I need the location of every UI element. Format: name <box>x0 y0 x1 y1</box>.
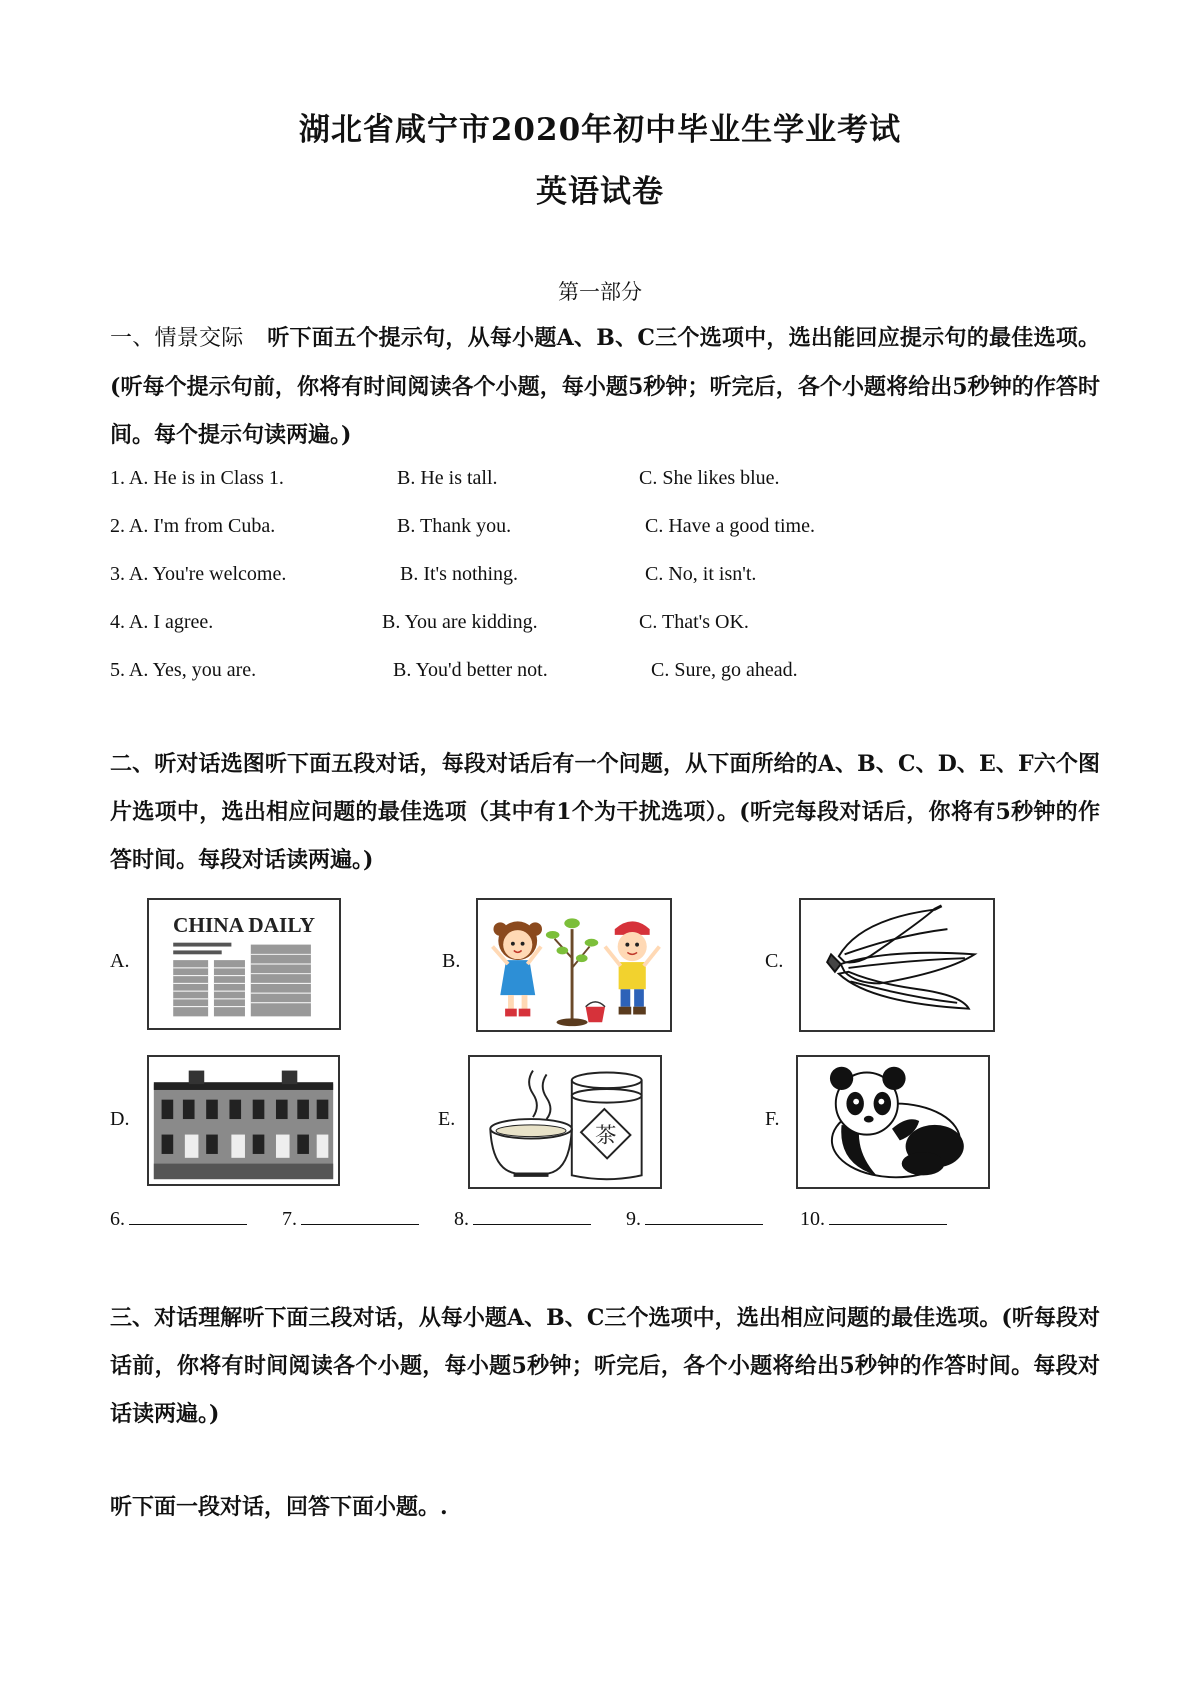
question-row-1 <box>110 467 1100 497</box>
picture-label-e: E. <box>438 1108 456 1130</box>
page-subtitle: 英语试卷 <box>536 174 664 210</box>
option-a: 5. A. Yes, you are. <box>110 659 257 681</box>
answer-blank-6[interactable]: 6. <box>110 1206 247 1231</box>
part-label: 第一部分 <box>558 280 642 304</box>
question-row-4 <box>110 611 1100 641</box>
option-b: B. You are kidding. <box>382 611 538 633</box>
picture-label-c: C. <box>765 950 784 972</box>
old-building-icon <box>147 1055 340 1186</box>
picture-label-d: D. <box>110 1108 130 1130</box>
picture-label-b: B. <box>442 950 461 972</box>
option-c: C. Sure, go ahead. <box>651 659 798 681</box>
answer-blank-8[interactable]: 8. <box>454 1206 591 1231</box>
picture-label-a: A. <box>110 950 130 972</box>
tea-icon <box>468 1055 662 1189</box>
option-c: C. That's OK. <box>639 611 749 633</box>
newspaper-masthead: CHINA DAILY <box>172 913 316 937</box>
children-planting-tree-icon <box>476 898 672 1032</box>
option-a: 1. A. He is in Class 1. <box>110 467 284 489</box>
answer-blank-10[interactable]: 10. <box>800 1206 947 1231</box>
option-c: C. Have a good time. <box>645 515 815 537</box>
option-a: 3. A. You're welcome. <box>110 563 287 585</box>
question-row-3 <box>110 563 1100 593</box>
question-row-5 <box>110 659 1100 689</box>
panda-icon <box>796 1055 990 1189</box>
option-a: 4. A. I agree. <box>110 611 214 633</box>
option-b: B. It's nothing. <box>400 563 519 585</box>
picture-label-f: F. <box>765 1108 780 1130</box>
listening-prompt: 听下面一段对话，回答下面小题。. <box>110 1494 448 1520</box>
page-title: 湖北省咸宁市2020年初中毕业生学业考试 <box>298 112 902 148</box>
question-row-2 <box>110 515 1100 545</box>
section1-head: 一、情景交际 <box>110 326 244 351</box>
option-b: B. Thank you. <box>397 515 512 537</box>
option-c: C. She likes blue. <box>639 467 780 489</box>
section2-instruction: 二、听对话选图听下面五段对话，每段对话后有一个问题，从下面所给的A、B、C、D、E、F六个图片选项中，选出相应问题的最佳选项（其中有1个为干扰选项）。(听完每段对话后，你将有5秒钟的作答时间。每段对话读两遍。) <box>110 751 1100 873</box>
bananas-icon <box>799 898 995 1032</box>
answer-blank-7[interactable]: 7. <box>282 1206 419 1231</box>
option-b: B. He is tall. <box>397 467 498 489</box>
section3-instruction: 三、对话理解听下面三段对话，从每小题A、B、C三个选项中，选出相应问题的最佳选项。(听每段对话前，你将有时间阅读各个小题，每小题5秒钟；听完后，各个小题将给出5秒钟的作答时间。每段对话读两遍。) <box>110 1305 1100 1427</box>
option-c: C. No, it isn't. <box>645 563 757 585</box>
newspaper-icon <box>147 898 341 1030</box>
option-b: B. You'd better not. <box>393 659 548 681</box>
option-a: 2. A. I'm from Cuba. <box>110 515 276 537</box>
section1-instruction-text: 听下面五个提示句，从每小题A、B、C三个选项中，选出能回应提示句的最佳选项。(听每个提示句前，你将有时间阅读各个小题，每小题5秒钟；听完后，各个小题将给出5秒钟的作答时间。每个提示句读两遍。) <box>110 325 1100 448</box>
section1-instruction <box>110 314 1100 459</box>
tea-char: 茶 <box>595 1123 617 1149</box>
answer-blank-9[interactable]: 9. <box>626 1206 763 1231</box>
